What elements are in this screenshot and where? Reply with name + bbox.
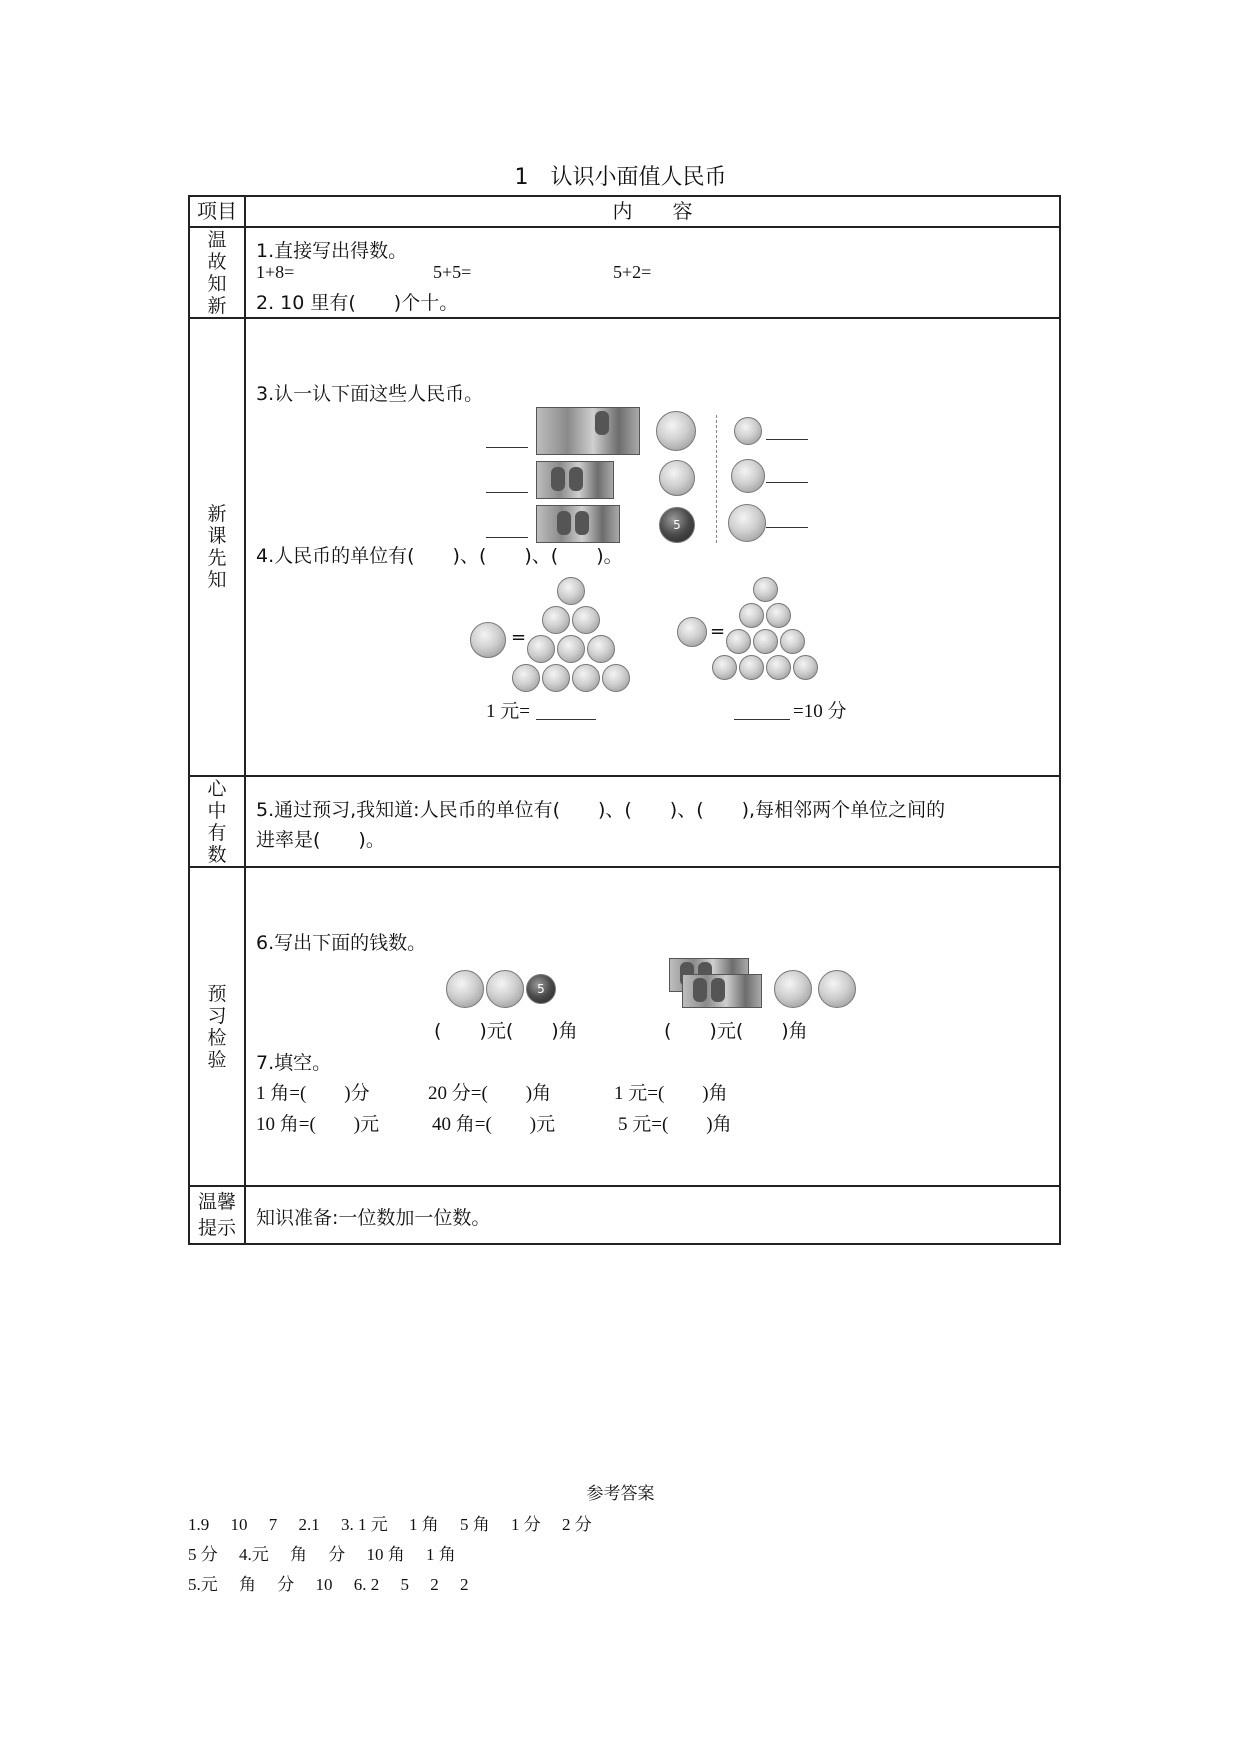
one-jiao-coin-image	[677, 617, 707, 647]
tip-text: 知识准备:一位数加一位数。	[256, 1207, 491, 1229]
five-jiao-note-image	[536, 505, 620, 543]
one-jiao-coin-image	[602, 664, 630, 692]
section-label-tip	[189, 1186, 245, 1244]
section-label-review	[189, 227, 245, 318]
one-fen-coin-image	[793, 655, 818, 680]
question-6: 6.写出下面的钱数。	[256, 932, 427, 954]
answer-blank[interactable]	[486, 447, 528, 448]
one-fen-coin-image	[753, 629, 778, 654]
one-fen-coin-image	[780, 629, 805, 654]
section-label-learn	[189, 318, 245, 776]
label-char: 检	[207, 1026, 227, 1049]
header-content: 内 容	[245, 196, 1060, 227]
portrait-icon	[551, 467, 565, 491]
equals-sign: =	[710, 621, 726, 642]
one-fen-coin-image	[739, 603, 764, 628]
question-5-line-2: 进率是( )。	[256, 829, 385, 851]
fill-item: 5 元=( )角	[618, 1114, 732, 1135]
one-fen-coin-image	[766, 603, 791, 628]
expr-3: 5+2=	[613, 262, 652, 282]
five-jiao-coin-image: 5	[659, 507, 695, 543]
one-yuan-coin-image	[486, 970, 524, 1008]
portrait-icon	[575, 511, 589, 535]
expr-1: 1+8=	[256, 262, 295, 282]
label-char: 先	[207, 547, 227, 569]
one-yuan-coin-image	[656, 411, 696, 451]
answer-blank[interactable]	[536, 719, 596, 720]
section-content-tip	[245, 1186, 1060, 1244]
label-text: 提示	[197, 1217, 236, 1239]
worksheet-table	[188, 195, 1061, 1245]
question-3: 3.认一认下面这些人民币。	[256, 383, 484, 405]
one-jiao-coin-image	[542, 606, 570, 634]
answers-title: 参考答案	[586, 1484, 655, 1504]
one-fen-coin-image	[753, 577, 778, 602]
section-content-review	[245, 227, 1060, 318]
section-check	[189, 867, 1060, 1186]
section-label-check	[189, 867, 245, 1186]
header-row	[189, 196, 1060, 227]
one-yuan-note-image	[536, 407, 640, 455]
five-jiao-coin-image: 5	[526, 974, 556, 1004]
portrait-icon	[569, 467, 583, 491]
one-fen-coin-image	[766, 655, 791, 680]
one-yuan-coin-image	[446, 970, 484, 1008]
fill-item: 20 分=( )角	[428, 1083, 552, 1104]
portrait-icon	[693, 978, 707, 1002]
label-char: 故	[207, 250, 227, 273]
divider	[716, 415, 717, 543]
one-jiao-coin-image	[774, 970, 812, 1008]
answer-blank[interactable]	[766, 527, 808, 528]
fill-item: 1 元=( )角	[614, 1083, 728, 1104]
header-item: 项目	[189, 196, 245, 227]
one-fen-coin-image	[712, 655, 737, 680]
label-char: 有	[207, 821, 227, 844]
section-review	[189, 227, 1060, 318]
answers-line-2: 5 分 4.元 角 分 10 角 1 角	[188, 1545, 456, 1564]
one-jiao-coin-image	[659, 460, 695, 496]
question-5-line-1: 5.通过预习,我知道:人民币的单位有( )、( )、( ),每相邻两个单位之间的	[256, 799, 946, 821]
question-1: 1.直接写出得数。	[256, 240, 408, 262]
fill-item: 1 角=( )分	[256, 1083, 370, 1104]
five-fen-coin-image	[728, 504, 766, 542]
fill-item: 10 角=( )元	[256, 1114, 380, 1135]
one-fen-coin-image	[734, 417, 762, 445]
one-jiao-coin-image	[587, 635, 615, 663]
one-jiao-coin-image	[572, 664, 600, 692]
section-tip	[189, 1186, 1060, 1244]
one-jiao-note-image	[682, 974, 762, 1008]
answers-line-3: 5.元 角 分 10 6. 2 5 2 2	[188, 1575, 469, 1594]
section-content-summary	[245, 776, 1060, 867]
answer-blank[interactable]	[766, 482, 808, 483]
one-jiao-coin-image	[557, 577, 585, 605]
label-char: 温	[207, 228, 227, 251]
section-summary	[189, 776, 1060, 867]
section-content-check	[245, 867, 1060, 1186]
answer-blank[interactable]	[486, 492, 528, 493]
question-7: 7.填空。	[256, 1052, 332, 1074]
question-2: 2. 10 里有( )个十。	[256, 292, 459, 314]
one-fen-coin-image	[739, 655, 764, 680]
answers-line-1: 1.9 10 7 2.1 3. 1 元 1 角 5 角 1 分 2 分	[188, 1515, 592, 1534]
label-char: 验	[207, 1048, 227, 1071]
one-jiao-note-image	[536, 461, 614, 499]
label-char: 预	[207, 982, 227, 1005]
one-jiao-coin-image	[572, 606, 600, 634]
answer-left: ( )元( )角	[434, 1020, 578, 1042]
section-label-summary	[189, 776, 245, 867]
page-title: 1 认识小面值人民币	[514, 165, 727, 190]
question-4: 4.人民币的单位有( )、( )、( )。	[256, 545, 623, 567]
label-char: 中	[207, 799, 227, 822]
label-char: 习	[207, 1004, 227, 1027]
answer-blank[interactable]	[734, 719, 790, 720]
yuan-equation: 1 元=	[486, 701, 530, 722]
answer-blank[interactable]	[486, 537, 528, 538]
two-fen-coin-image	[731, 459, 765, 493]
portrait-icon	[711, 978, 725, 1002]
portrait-icon	[595, 411, 609, 435]
one-fen-coin-image	[726, 629, 751, 654]
one-yuan-coin-image	[470, 622, 506, 658]
equals-sign: =	[511, 627, 527, 648]
section-learn	[189, 318, 1060, 776]
one-jiao-coin-image	[512, 664, 540, 692]
label-text: 温馨	[197, 1191, 236, 1213]
answer-blank[interactable]	[766, 439, 808, 440]
section-content-learn	[245, 318, 1060, 776]
expr-2: 5+5=	[433, 262, 472, 282]
label-char: 心	[207, 777, 227, 800]
answer-right: ( )元( )角	[664, 1020, 808, 1042]
one-jiao-coin-image	[557, 635, 585, 663]
label-char: 数	[207, 843, 227, 866]
one-jiao-coin-image	[542, 664, 570, 692]
label-char: 新	[207, 294, 227, 317]
one-jiao-coin-image	[818, 970, 856, 1008]
label-char: 知	[207, 569, 227, 591]
portrait-icon	[557, 511, 571, 535]
label-char: 课	[207, 525, 227, 547]
fill-item: 40 角=( )元	[432, 1114, 556, 1135]
fen-equation: =10 分	[793, 701, 847, 722]
label-char: 知	[207, 272, 227, 295]
one-jiao-coin-image	[527, 635, 555, 663]
label-char: 新	[207, 503, 227, 525]
